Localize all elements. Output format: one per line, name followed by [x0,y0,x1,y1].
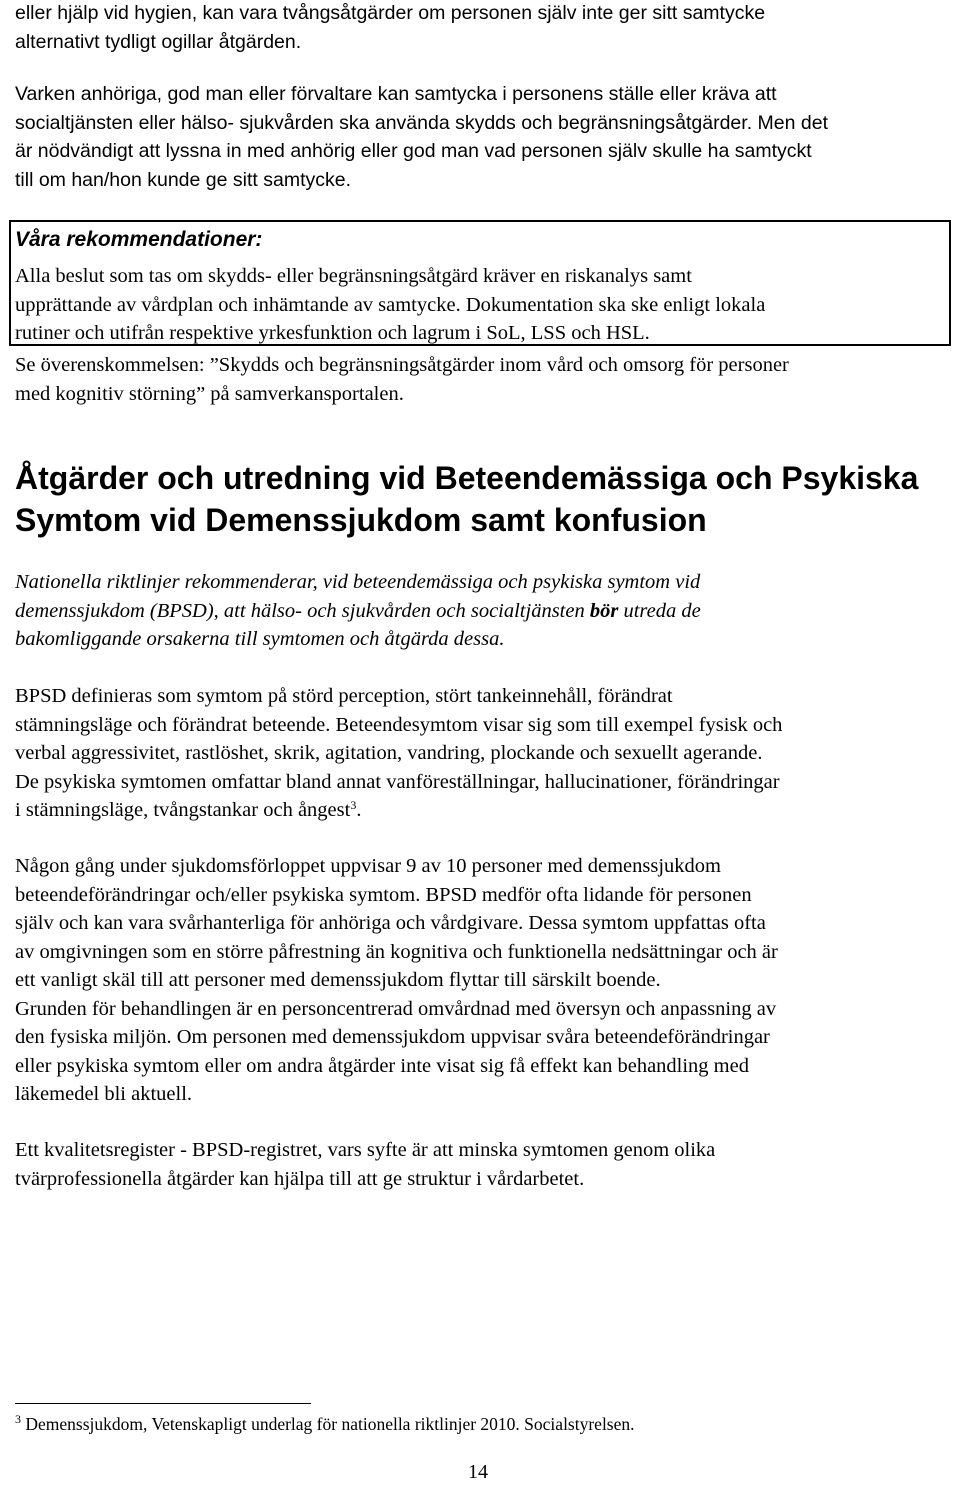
prevalence-paragraph [15,852,778,1109]
agreement-paragraph [15,351,789,408]
guidelines-line-2-start: demenssjukdom (BPSD), att hälso- och sjukvården och socialtjänsten [15,599,590,622]
registry-line-1: Ett kvalitetsregister - BPSD-registret, vars syfte är att minska symtomen genom olika [15,1139,716,1161]
bpsd-line-3: verbal aggressivitet, rastlöshet, skrik, agitation, vandring, plockande och sexuellt agerande. [15,742,763,764]
section-heading-line-2: Symtom vid Demenssjukdom samt konfusion [15,502,707,538]
bpsd-line-4: De psykiska symtomen omfattar bland annat vanföreställningar, hallucinationer, förändringar [15,770,780,793]
footnote-separator [15,1403,311,1404]
recommendations-text [15,262,765,348]
consent-line-3: är nödvändigt att lyssna in med anhörig eller god man vad personen själv skulle ha samtyckt [15,140,812,162]
guidelines-line-3: bakomliggande orsakerna till symtomen och åtgärda dessa. [15,628,505,650]
recommendations-line-3: rutiner och utifrån respektive yrkesfunktion och lagrum i SoL, LSS och HSL. [15,322,650,344]
bpsd-line-5 [15,796,782,825]
prevalence-line-7: den fysiska miljön. Om personen med demenssjukdom uppvisar svåra beteendeförändringar [15,1026,770,1048]
guidelines-line-2-end: utreda de [618,599,701,622]
prevalence-line-2: beteendeförändringar och/eller psykiska symtom. BPSD medför ofta lidande för personen [15,883,752,906]
section-heading-line-1: Åtgärder och utredning vid Beteendemässiga och Psykiska [15,460,919,496]
consent-line-1: Varken anhöriga, god man eller förvaltare kan samtycka i personens ställe eller kräva att [15,83,777,105]
page-number: 14 [468,1461,488,1483]
footnote-number: 3 [15,1412,21,1426]
footnote-reference[interactable]: 3 [350,798,357,812]
bpsd-definition-paragraph [15,682,782,825]
registry-paragraph [15,1136,715,1193]
bpsd-line-5-end: . [356,799,362,821]
guidelines-line-2 [15,597,701,626]
footnote-text: Demenssjukdom, Vetenskapligt underlag för nationella riktlinjer 2010. Socialstyrelsen. [21,1414,635,1434]
agreement-line-2: med kognitiv störning” på samverkansportalen. [15,382,404,405]
recommendations-line-2: upprättande av vårdplan och inhämtande av samtycke. Dokumentation ska ske enligt lokala [15,293,766,316]
consent-paragraph [15,80,828,194]
prevalence-line-4: av omgivningen som en större påfrestning än kognitiva och funktionella nedsättningar och är [15,940,778,963]
guidelines-paragraph [15,568,701,654]
prevalence-line-9: läkemedel bli aktuell. [15,1083,193,1105]
section-heading [15,457,918,541]
prevalence-line-1: Någon gång under sjukdomsförloppet uppvisar 9 av 10 personer med demenssjukdom [15,855,721,877]
intro-line-2: alternativt tydligt ogillar åtgärden. [15,30,302,53]
guidelines-line-1: Nationella riktlinjer rekommenderar, vid beteendemässiga och psykiska symtom vid [15,571,701,593]
consent-line-2: socialtjänsten eller hälso- sjukvården ska använda skydds och begränsningsåtgärder. Men det [15,111,828,134]
intro-line-1: eller hjälp vid hygien, kan vara tvångsåtgärder om personen själv inte ger sitt samtycke [15,2,766,24]
bpsd-line-5-text: i stämningsläge, tvångstankar och ångest [15,799,351,821]
agreement-line-1: Se överenskommelsen: ”Skydds och begränsningsåtgärder inom vård och omsorg för personer [15,354,789,376]
prevalence-line-8: eller psykiska symtom eller om andra åtgärder inte visat sig få effekt kan behandling med [15,1054,749,1077]
bpsd-line-1: BPSD definieras som symtom på störd perception, stört tankeinnehåll, förändrat [15,685,673,707]
prevalence-line-5: ett vanligt skäl till att personer med demenssjukdom flyttar till särskilt boende. [15,969,661,991]
prevalence-line-3: själv och kan vara svårhanterliga för anhöriga och vårdgivare. Dessa symtom uppfattas ofta [15,912,766,934]
consent-line-4: till om han/hon kunde ge sitt samtycke. [15,168,352,191]
prevalence-line-6: Grunden för behandlingen är en personcentrerad omvårdnad med översyn och anpassning av [15,997,777,1020]
recommendations-heading: Våra rekommendationer: [15,228,263,251]
registry-line-2: tvärprofessionella åtgärder kan hjälpa till att ge struktur i vårdarbetet. [15,1167,585,1190]
bpsd-line-2: stämningsläge och förändrat beteende. Beteendesymtom visar sig som till exempel fysisk och [15,713,783,736]
intro-paragraph [15,0,765,56]
recommendations-line-1: Alla beslut som tas om skydds- eller begränsningsåtgärd kräver en riskanalys samt [15,265,692,287]
guidelines-emphasis: bör [589,599,619,622]
footnote [15,1412,635,1436]
